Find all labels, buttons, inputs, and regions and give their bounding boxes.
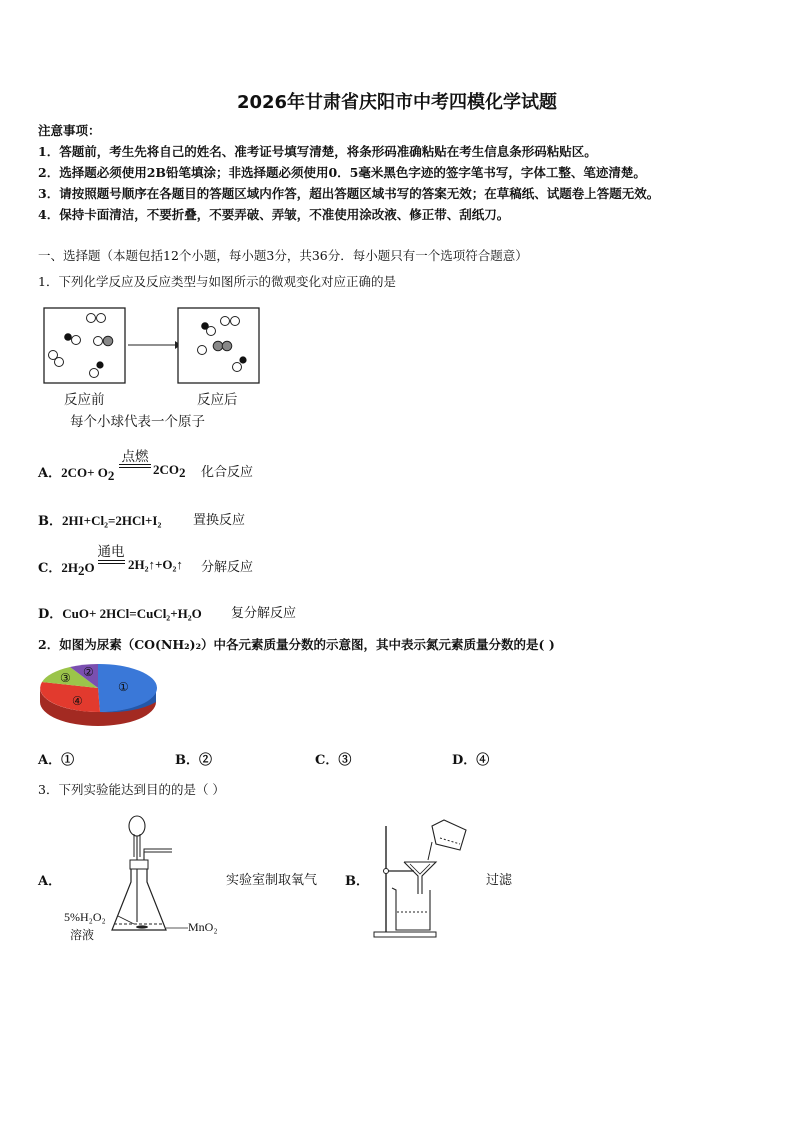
equals-sign xyxy=(119,464,151,468)
pie-label-4: ④ xyxy=(72,694,83,708)
reaction-type: 置换反应 xyxy=(193,513,246,528)
label-solution: 溶液 xyxy=(70,928,95,942)
option-letter: C． xyxy=(38,561,62,576)
equation-right: 2CO xyxy=(153,462,179,477)
equation-left: 2H xyxy=(61,560,78,575)
equation: 2HI+Cl₂=2HCl+I₂ xyxy=(62,513,162,528)
equation: CuO+ 2HCl=CuCl₂+H₂O xyxy=(62,606,202,621)
notice-item-4: 4．保持卡面清洁，不要折叠，不要弄破、弄皱，不准使用涂改液、修正带、刮纸刀。 xyxy=(38,207,510,222)
reaction-condition: 通电 xyxy=(97,544,125,560)
q2-option-c: C．③ xyxy=(315,753,352,768)
option-letter: B． xyxy=(38,514,62,529)
notice-heading: 注意事项： xyxy=(38,123,101,138)
reaction-diagram xyxy=(40,305,270,390)
q3-option-b-text: 过滤 xyxy=(486,873,513,888)
subscript: 2 xyxy=(77,563,85,578)
notice-item-2: 2．选择题必须使用2B铅笔填涂；非选择题必须使用0．5毫米黑色字迹的签字笔书写，字体工整、笔迹清楚。 xyxy=(38,165,646,180)
q3-option-b-letter: B． xyxy=(345,874,369,889)
option-letter: D． xyxy=(38,607,63,622)
label-before: 反应前 xyxy=(64,392,105,408)
label-after: 反应后 xyxy=(197,392,238,408)
pie-chart-3d xyxy=(38,660,158,732)
q2-stem: 2．如图为尿素（CO(NH₂)₂）中各元素质量分数的示意图，其中表示氮元素质量分数的是( ) xyxy=(38,637,555,652)
q1-option-a-product xyxy=(153,462,186,481)
page-title: 2026年甘肃省庆阳市中考四模化学试题 xyxy=(236,92,558,113)
equals-sign xyxy=(98,560,125,564)
section-heading: 一、选择题（本题包括12个小题，每小题3分，共36分．每小题只有一个选项符合题意） xyxy=(38,248,528,263)
q1-option-c xyxy=(38,557,95,579)
label-h2o2: 5%H₂O₂ xyxy=(64,910,106,924)
reaction-type: 复分解反应 xyxy=(231,606,297,621)
pie-label-3: ③ xyxy=(60,671,71,685)
reaction-type: 分解反应 xyxy=(201,560,254,575)
reaction-condition: 点燃 xyxy=(121,449,149,465)
q2-option-d: D．④ xyxy=(452,753,490,768)
equation-left: 2CO+ O xyxy=(61,465,108,480)
option-letter: A． xyxy=(38,466,62,481)
subscript: 2 xyxy=(179,465,186,480)
filtration-apparatus xyxy=(370,812,475,942)
equation-right: 2H₂↑+O₂↑ xyxy=(128,557,183,572)
pie-label-1: ① xyxy=(118,680,129,694)
notice-item-1: 1．答题前，考生先将自己的姓名、准考证号填写清楚，将条形码准确粘贴在考生信息条形码粘贴区。 xyxy=(38,144,597,159)
q2-option-b: B．② xyxy=(175,753,212,768)
equation-left-end: O xyxy=(84,560,95,575)
q1-option-a xyxy=(38,462,114,484)
q2-option-a: A．① xyxy=(38,753,75,768)
subscript: 2 xyxy=(107,468,115,483)
q1-option-b xyxy=(38,510,161,529)
q3-stem: 3．下列实验能达到目的的是（ ） xyxy=(38,782,225,797)
q1-stem: 1．下列化学反应及反应类型与如图所示的微观变化对应正确的是 xyxy=(38,274,396,289)
reaction-type: 化合反应 xyxy=(201,465,254,480)
q3-option-a-letter: A． xyxy=(38,874,62,889)
q1-option-c-product xyxy=(128,557,183,573)
pie-label-2: ② xyxy=(83,665,94,679)
diagram-caption: 每个小球代表一个原子 xyxy=(70,414,205,430)
notice-item-3: 3．请按照题号顺序在各题目的答题区域内作答，超出答题区域书写的答案无效；在草稿纸、试题卷上答题无效。 xyxy=(38,186,660,201)
label-mno2: MnO₂ xyxy=(188,920,218,934)
pointer-lines xyxy=(118,914,193,934)
q1-option-d xyxy=(38,603,202,622)
q3-option-a-text: 实验室制取氧气 xyxy=(226,873,318,888)
